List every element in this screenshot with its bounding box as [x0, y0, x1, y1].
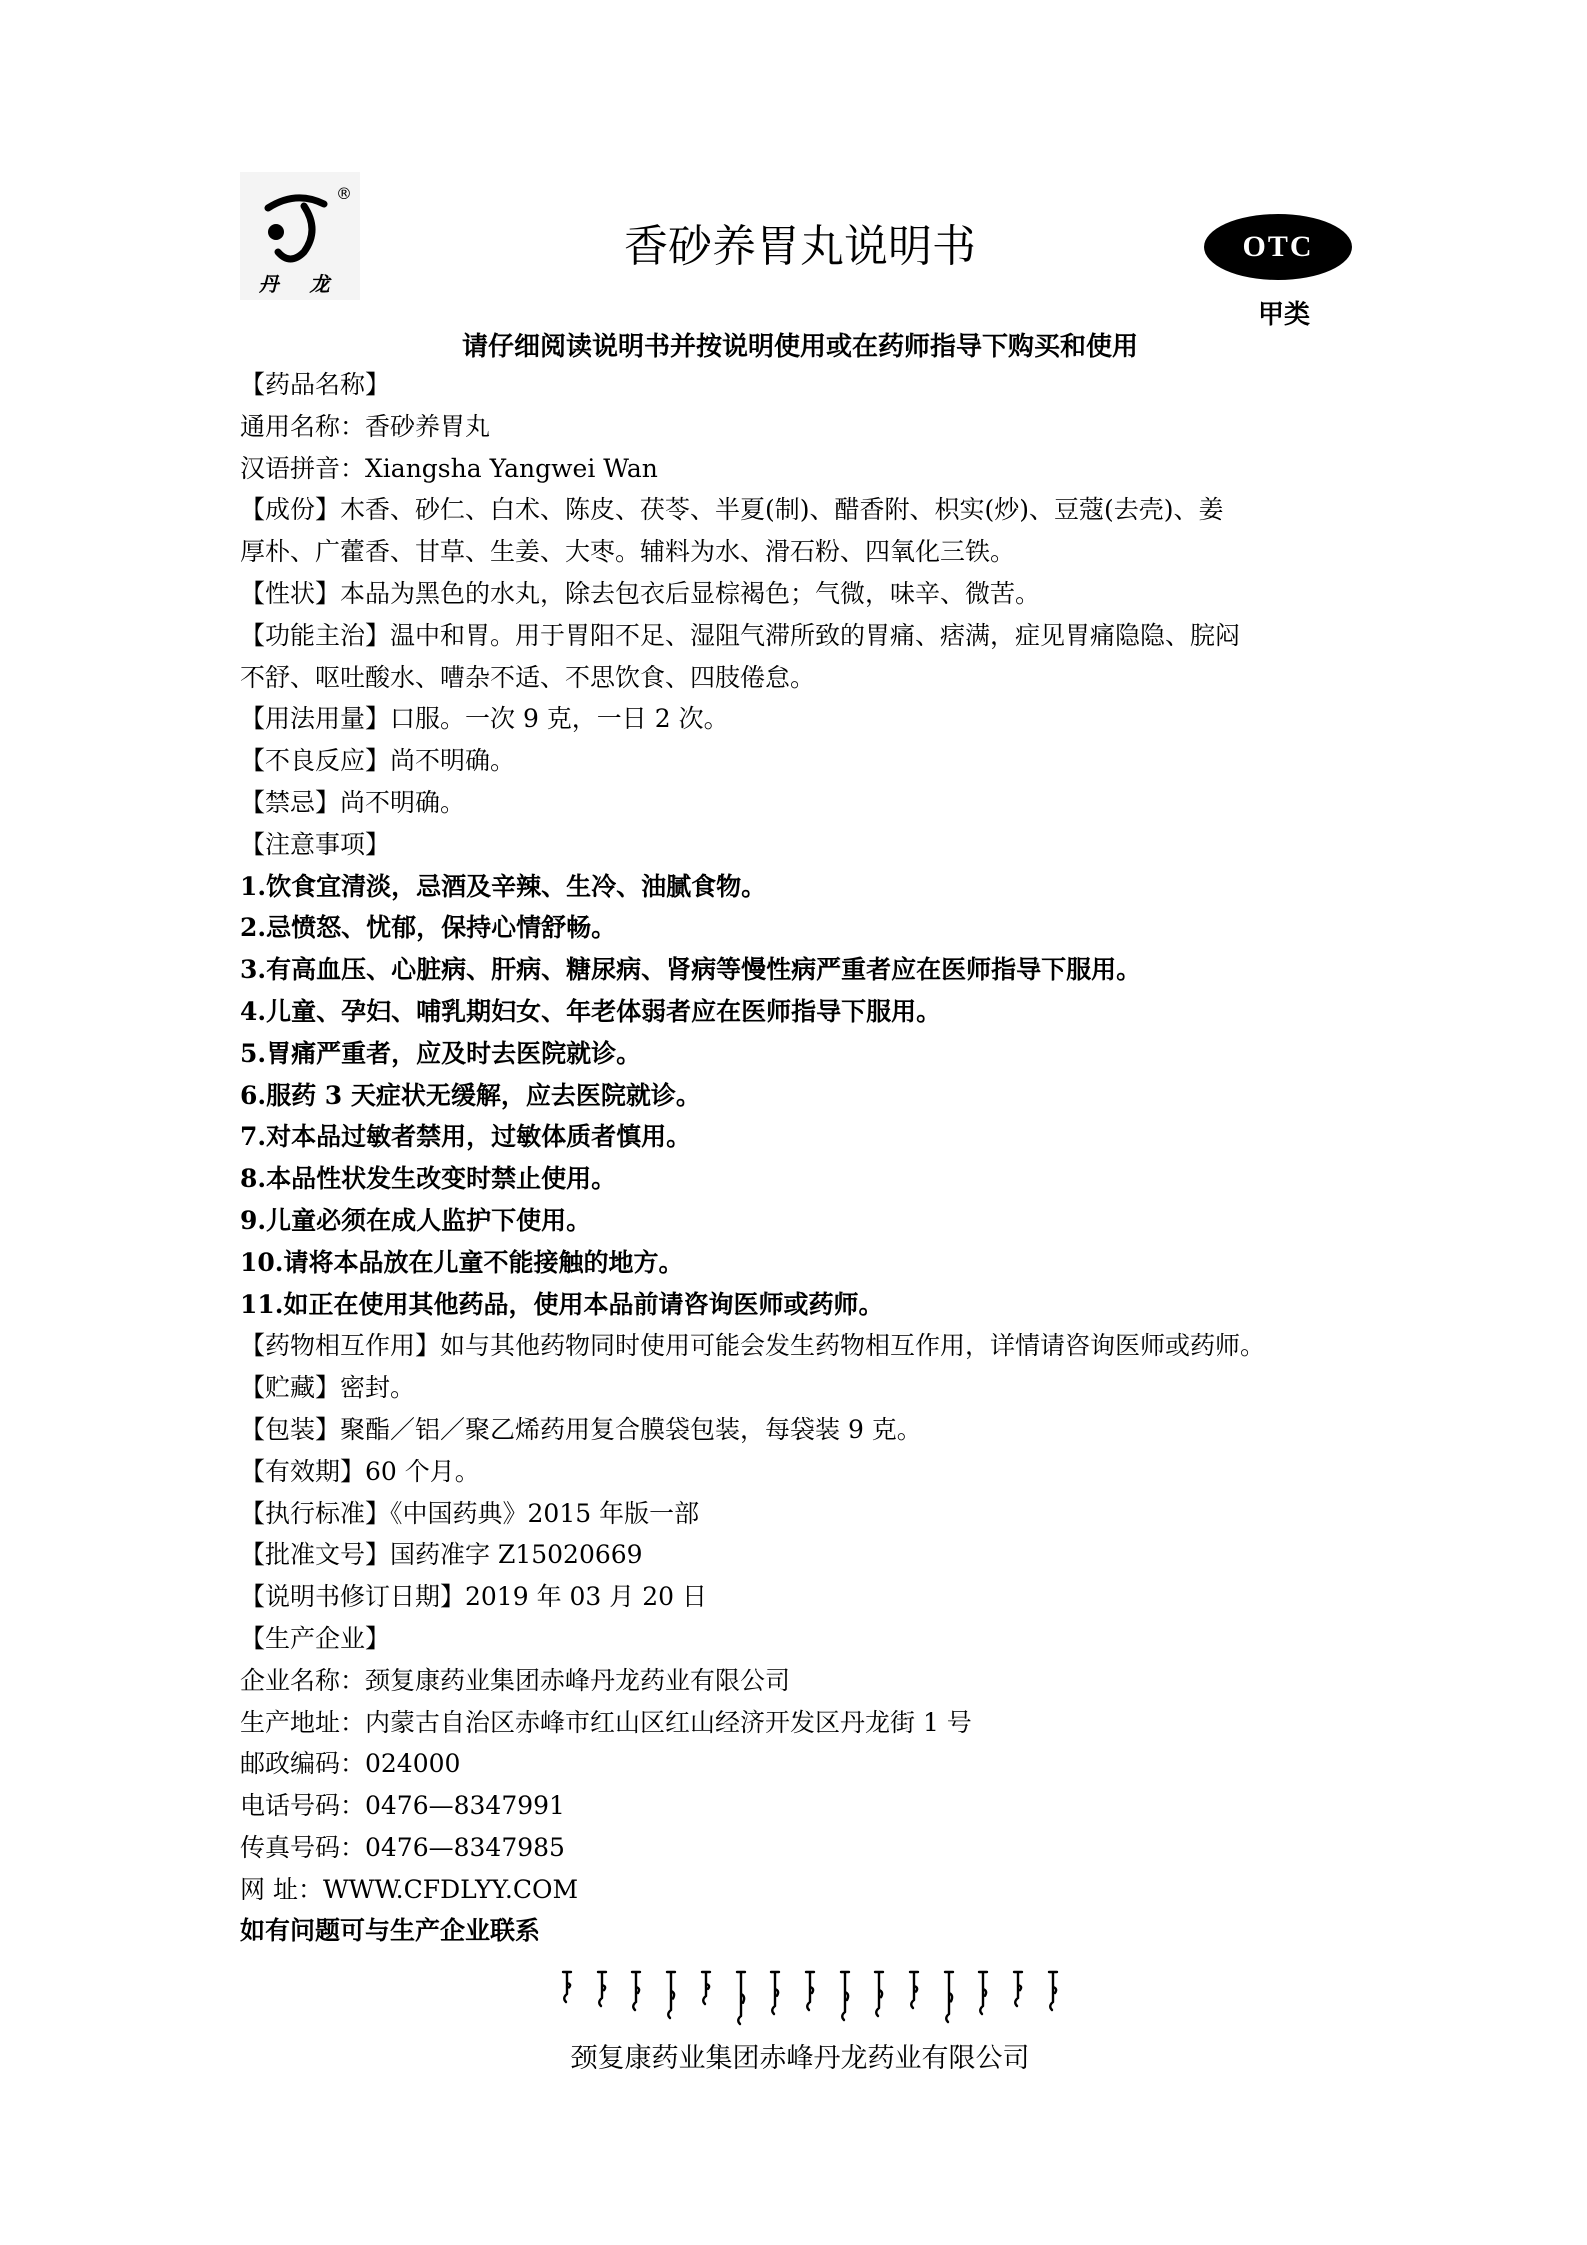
text-line: 网 址：WWW.CFDLYY.COM: [240, 1874, 579, 1904]
mongolian-glyph-icon: [734, 1966, 748, 2026]
otc-class-label: 甲类: [1258, 300, 1311, 330]
footer-company: 颈复康药业集团赤峰丹龙药业有限公司: [570, 2043, 1030, 2074]
text-line: 通用名称：香砂养胃丸: [240, 411, 491, 441]
usage-warning: 请仔细阅读说明书并按说明使用或在药师指导下购买和使用: [461, 332, 1138, 362]
text-line: 【药物相互作用】如与其他药物同时使用可能会发生药物相互作用，详情请咨询医师或药师。: [240, 1331, 1266, 1361]
mongolian-script-line: [560, 1966, 1060, 2032]
text-line: 7.对本品过敏者禁用，过敏体质者慎用。: [240, 1122, 692, 1152]
text-line: 邮政编码：024000: [240, 1749, 461, 1779]
text-line: 【成份】木香、砂仁、白术、陈皮、茯苓、半夏(制)、醋香附、枳实(炒)、豆蔻(去壳)、姜: [240, 495, 1224, 525]
text-line: 生产地址：内蒙古自治区赤峰市红山区红山经济开发区丹龙街 1 号: [240, 1707, 972, 1737]
text-line: 2.忌愤怒、忧郁，保持心情舒畅。: [240, 913, 617, 943]
text-line: 6.服药 3 天症状无缓解，应去医院就诊。: [240, 1080, 701, 1110]
text-line: 【注意事项】: [240, 829, 391, 859]
text-line: 8.本品性状发生改变时禁止使用。: [240, 1164, 617, 1194]
text-line: 【药品名称】: [240, 370, 391, 399]
text-line: 9.儿童必须在成人监护下使用。: [240, 1205, 592, 1235]
document-title: 香砂养胃丸说明书: [624, 221, 976, 272]
mongolian-glyph-icon: [803, 1966, 817, 2026]
text-line: 企业名称：颈复康药业集团赤峰丹龙药业有限公司: [240, 1665, 791, 1695]
text-line: 【生产企业】: [240, 1623, 391, 1653]
text-line: 11.如正在使用其他药品，使用本品前请咨询医师或药师。: [240, 1289, 884, 1319]
text-line: 【说明书修订日期】2019 年 03 月 20 日: [240, 1582, 707, 1612]
text-line: 传真号码：0476—8347985: [240, 1832, 565, 1862]
otc-badge-label: OTC: [1242, 230, 1314, 263]
mongolian-glyph-icon: [838, 1966, 852, 2026]
text-line: 【性状】本品为黑色的水丸，除去包衣后显棕褐色；气微，味辛、微苦。: [240, 578, 1041, 608]
text-line: 电话号码：0476—8347991: [240, 1791, 565, 1821]
mongolian-glyph-icon: [1011, 1966, 1025, 2026]
mongolian-glyph-icon: [872, 1966, 886, 2026]
text-line: 【执行标准】《中国药典》2015 年版一部: [240, 1498, 700, 1528]
text-line: 5.胃痛严重者，应及时去医院就诊。: [240, 1038, 642, 1068]
text-line: 4.儿童、孕妇、哺乳期妇女、年老体弱者应在医师指导下服用。: [240, 996, 942, 1026]
text-line: 汉语拼音：Xiangsha Yangwei Wan: [240, 453, 658, 483]
text-line: 3.有高血压、心脏病、肝病、糖尿病、肾病等慢性病严重者应在医师指导下服用。: [240, 955, 1142, 985]
logo-brand-text: 丹 龙: [258, 272, 342, 296]
text-line: 【包装】聚酯／铝／聚乙烯药用复合膜袋包装，每袋装 9 克。: [240, 1414, 922, 1444]
mongolian-glyph-icon: [560, 1966, 574, 2026]
text-line: 【用法用量】口服。一次 9 克，一日 2 次。: [240, 704, 729, 734]
mongolian-glyph-icon: [629, 1966, 643, 2026]
text-line: 【批准文号】国药准字 Z15020669: [240, 1540, 643, 1570]
text-line: 不舒、呕吐酸水、嘈杂不适、不思饮食、四肢倦怠。: [240, 662, 816, 692]
registered-mark: ®: [336, 184, 352, 203]
text-line: 【有效期】60 个月。: [240, 1456, 480, 1486]
text-line: 厚朴、广藿香、甘草、生姜、大枣。辅料为水、滑石粉、四氧化三铁。: [240, 537, 1016, 567]
text-line: 【贮藏】密封。: [240, 1373, 416, 1403]
mongolian-glyph-icon: [1046, 1966, 1060, 2026]
otc-badge: [1204, 214, 1352, 280]
mongolian-glyph-icon: [976, 1966, 990, 2026]
text-line: 1.饮食宜清淡，忌酒及辛辣、生冷、油腻食物。: [240, 871, 767, 901]
company-logo: [240, 172, 360, 300]
text-line: 【功能主治】温中和胃。用于胃阳不足、湿阻气滞所致的胃痛、痞满，症见胃痛隐隐、脘闷: [240, 620, 1241, 650]
mongolian-glyph-icon: [595, 1966, 609, 2026]
mongolian-glyph-icon: [942, 1966, 956, 2026]
leaflet-body: [240, 364, 1360, 1952]
mongolian-glyph-icon: [768, 1966, 782, 2026]
mongolian-glyph-icon: [907, 1966, 921, 2026]
text-line: 【不良反应】尚不明确。: [240, 746, 516, 776]
logo-mark-icon: [254, 186, 338, 266]
text-line: 10.请将本品放在儿童不能接触的地方。: [240, 1247, 684, 1277]
text-line: 【禁忌】尚不明确。: [240, 787, 466, 817]
text-line: 如有问题可与生产企业联系: [240, 1916, 541, 1946]
mongolian-glyph-icon: [699, 1966, 713, 2026]
mongolian-glyph-icon: [664, 1966, 678, 2026]
